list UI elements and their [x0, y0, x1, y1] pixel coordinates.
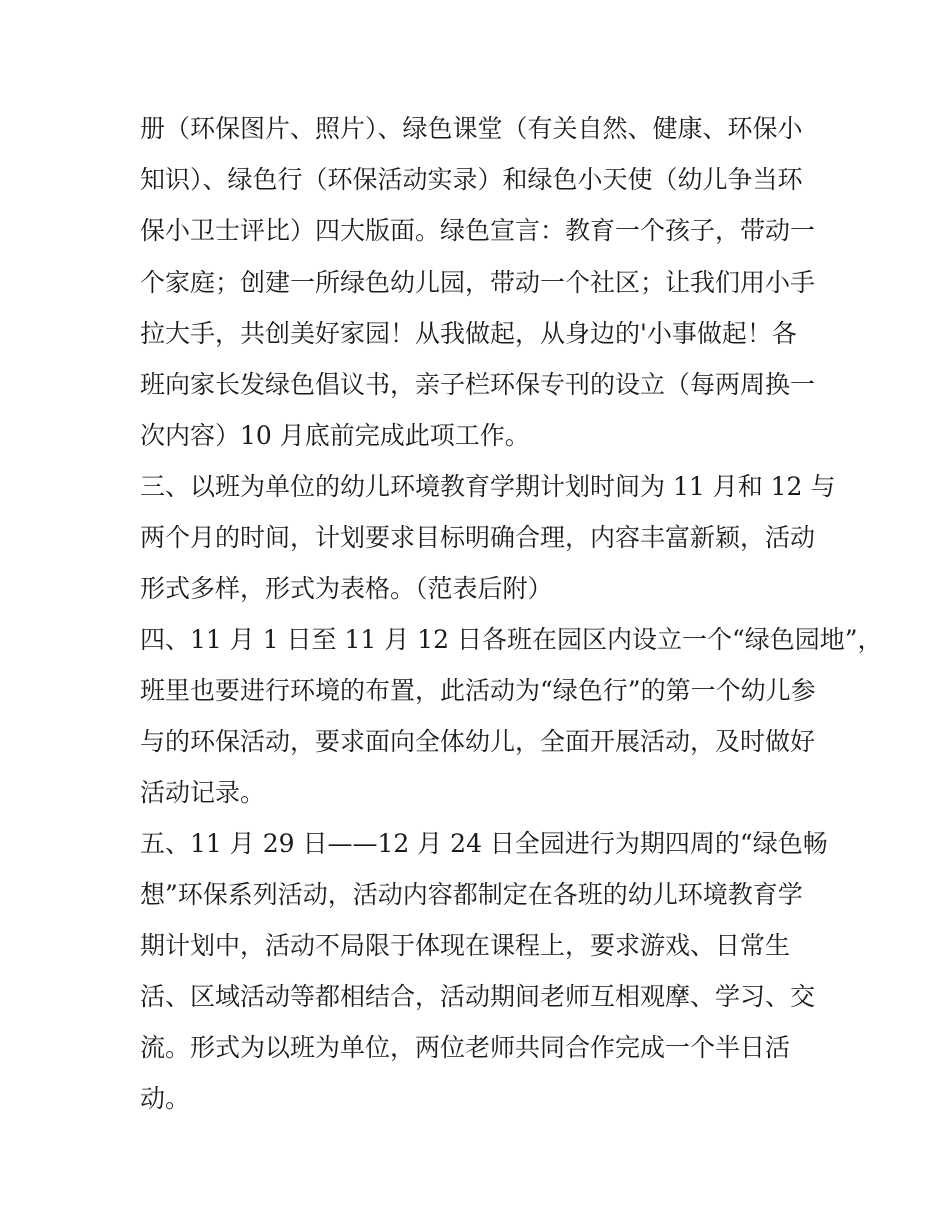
text-line: 保小卫士评比）四大版面。绿色宣言：教育一个孩子，带动一 [140, 216, 816, 245]
text-line: 个家庭；创建一所绿色幼儿园，带动一个社区；让我们用小手 [140, 268, 816, 297]
text-line: 五、11 月 29 日——12 月 24 日全园进行为期四周的“绿色畅 [140, 829, 828, 858]
text-line: 期计划中，活动不局限于体现在课程上，要求游戏、日常生 [140, 931, 791, 960]
text-line: 次内容）10 月底前完成此项工作。 [140, 421, 530, 450]
text-line: 四、11 月 1 日至 11 月 12 日各班在园区内设立一个“绿色园地”， [140, 625, 883, 654]
text-line: 与的环保活动，要求面向全体幼儿，全面开展活动，及时做好 [140, 727, 816, 756]
text-line: 形式多样，形式为表格。（范表后附） [140, 574, 553, 603]
text-line: 拉大手，共创美好家园！从我做起，从身边的'小事做起！各 [140, 319, 797, 348]
text-line: 活动记录。 [140, 778, 266, 807]
text-line: 想”环保系列活动，活动内容都制定在各班的幼儿环境教育学 [140, 880, 803, 909]
text-line: 三、以班为单位的幼儿环境教育学期计划时间为 11 月和 12 与 [140, 472, 836, 501]
text-line: 活、区域活动等都相结合，活动期间老师互相观摩、学习、交 [140, 982, 816, 1011]
text-line: 流。形式为以班为单位，两位老师共同合作完成一个半日活 [140, 1033, 791, 1062]
text-line: 动。 [140, 1084, 191, 1113]
text-line: 班里也要进行环境的布置，此活动为“绿色行”的第一个幼儿参 [140, 676, 816, 705]
text-line: 两个月的时间，计划要求目标明确合理，内容丰富新颖，活动 [140, 523, 816, 552]
text-line: 班向家长发绿色倡议书，亲子栏环保专刊的设立（每两周换一 [140, 370, 816, 399]
text-line: 知识）、绿色行（环保活动实录）和绿色小天使（幼儿争当环 [140, 165, 803, 194]
text-line: 册（环保图片、照片）、绿色课堂（有关自然、健康、环保小 [140, 114, 803, 143]
